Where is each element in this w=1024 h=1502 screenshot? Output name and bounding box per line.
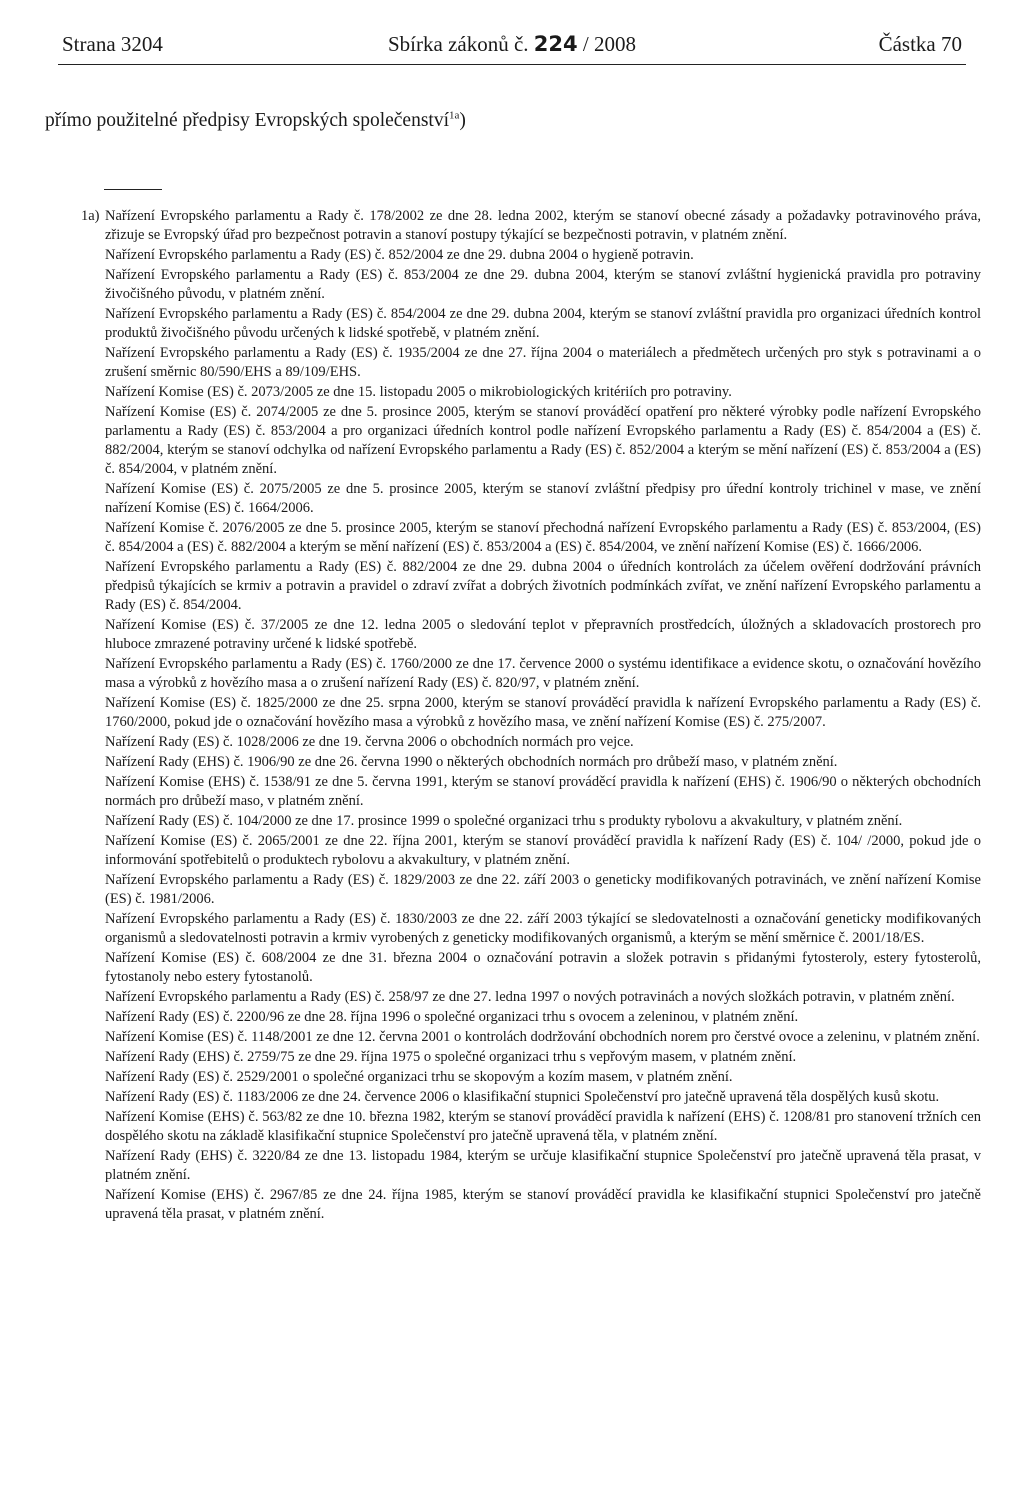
- footnote-entry: Nařízení Komise (ES) č. 2065/2001 ze dne 22. října 2001, kterým se stanoví prováděcí pravidla k nařízení Rady (ES) č. 104/ /2000, pokud jde o informování spotřebitelů o produktech rybolovu a akvakultury, v platném znění.: [105, 833, 981, 868]
- lead-text-body: přímo použitelné předpisy Evropských společenství: [45, 110, 449, 131]
- footnote-mark: 1a): [81, 208, 100, 224]
- footnote-entry: Nařízení Rady (ES) č. 1028/2006 ze dne 19. června 2006 o obchodních normách pro vejce.: [105, 734, 634, 750]
- page-header: [58, 30, 966, 65]
- footnote-1a: [81, 207, 981, 1225]
- footnote-entry: Nařízení Rady (ES) č. 2529/2001 o společné organizaci trhu se skopovým a kozím masem, v platném znění.: [105, 1069, 733, 1085]
- footnote-entry: Nařízení Evropského parlamentu a Rady (ES) č. 1829/2003 ze dne 22. září 2003 o geneticky modifikovaných potravinách, ve znění nařízení Komise (ES) č. 1981/2006.: [105, 872, 981, 907]
- footnote-entry: Nařízení Evropského parlamentu a Rady (ES) č. 882/2004 ze dne 29. dubna 2004 o úředních kontrolách za účelem ověření dodržování právních předpisů týkajících se krmiv a potravin a pravidel o zdraví zvířat a dobrých životních podmínkách zvířat, ve znění nařízení Evropského parlamentu a Rady (ES) č. 854/2004.: [105, 559, 981, 613]
- footnote-entry: Nařízení Evropského parlamentu a Rady č. 178/2002 ze dne 28. ledna 2002, kterým se stanoví obecné zásady a požadavky potravinového práva, zřizuje se Evropský úřad pro bezpečnost potravin a stanoví postupy týkající se bezpečnosti potravin, v platném znění.: [105, 208, 981, 243]
- footnote-entry: Nařízení Rady (ES) č. 104/2000 ze dne 17. prosince 1999 o společné organizaci trhu s produkty rybolovu a akvakultury, v platném znění.: [105, 813, 903, 829]
- footnote-entry: Nařízení Evropského parlamentu a Rady (ES) č. 854/2004 ze dne 29. dubna 2004, kterým se stanoví zvláštní pravidla pro organizaci úředních kontrol produktů živočišného původu určených k lidské spotřebě, v platném znění.: [105, 306, 981, 341]
- footnote-entry: Nařízení Rady (EHS) č. 2759/75 ze dne 29. října 1975 o společné organizaci trhu s vepřovým masem, v platném znění.: [105, 1049, 797, 1065]
- footnote-entry: Nařízení Evropského parlamentu a Rady (ES) č. 852/2004 ze dne 29. dubna 2004 o hygieně potravin.: [105, 247, 694, 263]
- footnote-entry: Nařízení Komise (EHS) č. 2967/85 ze dne 24. října 1985, kterým se stanoví prováděcí pravidla ke klasifikační stupnici Společenství pro jatečně upravená těla prasat, v platném znění.: [105, 1187, 981, 1222]
- footnote-entry: Nařízení Komise (ES) č. 2073/2005 ze dne 15. listopadu 2005 o mikrobiologických kritériích pro potraviny.: [105, 384, 732, 400]
- footnote-entry: Nařízení Komise (ES) č. 2074/2005 ze dne 5. prosince 2005, kterým se stanoví prováděcí opatření pro některé výrobky podle nařízení Evropského parlamentu a Rady (ES) č. 853/2004 a pro organizaci úředních kontrol podle nařízení Evropského parlamentu a Rady (ES) č. 854/2004 a (ES) č. 882/2004, kterým se stanoví odchylka od nařízení Evropského parlamentu a Rady (ES) č. 852/2004 a kterým se mění nařízení (ES) č. 853/2004 a (ES) č. 854/2004, v platném znění.: [105, 404, 981, 477]
- collection-prefix: Sbírka zákonů č.: [388, 32, 529, 56]
- footnote-entry: Nařízení Rady (ES) č. 1183/2006 ze dne 24. července 2006 o klasifikační stupnici Společenství pro jatečně upravená těla dospělých kusů skotu.: [105, 1089, 940, 1105]
- footnote-entry: Nařízení Komise (ES) č. 2075/2005 ze dne 5. prosince 2005, kterým se stanoví zvláštní předpisy pro úřední kontroly trichinel v mase, ve znění nařízení Komise (ES) č. 1664/2006.: [105, 481, 981, 516]
- footnote-entry: Nařízení Komise (ES) č. 608/2004 ze dne 31. března 2004 o označování potravin a složek potravin s přidanými fytosteroly, estery fytosterolů, fytostanoly nebo estery fytostanolů.: [105, 950, 981, 985]
- footnote-entry: Nařízení Komise (ES) č. 1825/2000 ze dne 25. srpna 2000, kterým se stanoví prováděcí pravidla k nařízení Evropského parlamentu a Rady (ES) č. 1760/2000, pokud jde o označování hovězího masa a výrobků z hovězího masa, ve znění nařízení Komise (ES) č. 275/2007.: [105, 695, 981, 730]
- footnote-entry: Nařízení Evropského parlamentu a Rady (ES) č. 1760/2000 ze dne 17. července 2000 o systému identifikace a evidence skotu, o označování hovězího masa a výrobků z hovězího masa a o zrušení nařízení Rady (ES) č. 820/97, v platném znění.: [105, 656, 981, 691]
- footnote-entry: Nařízení Evropského parlamentu a Rady (ES) č. 1830/2003 ze dne 22. září 2003 týkající se sledovatelnosti a označování geneticky modifikovaných organismů a sledovatelnosti potravin a krmiv vyrobených z geneticky modifikovaných organismů, a kterým se mění směrnice č. 2001/18/ES.: [105, 911, 981, 946]
- law-number: 224: [533, 32, 578, 56]
- footnote-entry: Nařízení Komise č. 2076/2005 ze dne 5. prosince 2005, kterým se stanoví přechodná nařízení Evropského parlamentu a Rady (ES) č. 853/2004, (ES) č. 854/2004 a (ES) č. 882/2004 a kterým se mění nařízení (ES) č. 853/2004 a (ES) č. 854/2004, ve znění nařízení Komise (ES) č. 1666/2006.: [105, 520, 981, 555]
- footnote-entry: Nařízení Komise (EHS) č. 1538/91 ze dne 5. června 1991, kterým se stanoví prováděcí pravidla k nařízení (EHS) č. 1906/90 o některých obchodních normách pro drůbeží maso, v platném znění.: [105, 774, 981, 809]
- law-year: / 2008: [582, 32, 636, 56]
- footnote-entry: Nařízení Evropského parlamentu a Rady (ES) č. 853/2004 ze dne 29. dubna 2004, kterým se stanoví zvláštní hygienická pravidla pro potraviny živočišného původu, v platném znění.: [105, 267, 981, 302]
- page-number: Strana 3204: [62, 32, 163, 56]
- footnote-reference: 1a: [449, 109, 460, 122]
- footnote-entries: [105, 207, 981, 1224]
- footnote-entry: Nařízení Rady (EHS) č. 3220/84 ze dne 13. listopadu 1984, kterým se určuje klasifikační stupnice Společenství pro jatečně upravená těla prasat, v platném znění.: [105, 1148, 981, 1183]
- footnote-entry: Nařízení Komise (ES) č. 1148/2001 ze dne 12. června 2001 o kontrolách dodržování obchodních norem pro čerstvé ovoce a zeleninu, v platném znění.: [105, 1029, 980, 1045]
- footnote-entry: Nařízení Evropského parlamentu a Rady (ES) č. 1935/2004 ze dne 27. října 2004 o materiálech a předmětech určených pro styk s potravinami a o zrušení směrnic 80/590/EHS a 89/109/EHS.: [105, 345, 981, 380]
- lead-closing-paren: ): [459, 110, 466, 131]
- footnote-entry: Nařízení Komise (EHS) č. 563/82 ze dne 10. března 1982, kterým se stanoví prováděcí pravidla k nařízení (EHS) č. 1208/81 pro stanovení tržních cen dospělého skotu na základě klasifikační stupnice Společenství pro jatečně upravená těla, v platném znění.: [105, 1109, 981, 1144]
- footnote-entry: Nařízení Komise (ES) č. 37/2005 ze dne 12. ledna 2005 o sledování teplot v přepravních prostředcích, úložných a skladovacích prostorech pro hluboce zmrazené potraviny určené k lidské spotřebě.: [105, 617, 981, 652]
- lead-text: [45, 110, 466, 132]
- footnote-separator: [104, 189, 162, 190]
- footnote-entry: Nařízení Evropského parlamentu a Rady (ES) č. 258/97 ze dne 27. ledna 1997 o nových potravinách a nových složkách potravin, v platném znění.: [105, 989, 955, 1005]
- footnote-entry: Nařízení Rady (ES) č. 2200/96 ze dne 28. října 1996 o společné organizaci trhu s ovocem a zeleninou, v platném znění.: [105, 1009, 799, 1025]
- collection-reference: [58, 32, 966, 57]
- footnote-entry: Nařízení Rady (EHS) č. 1906/90 ze dne 26. června 1990 o některých obchodních normách pro drůbeží maso, v platném znění.: [105, 754, 838, 770]
- part-number: Částka 70: [878, 32, 962, 56]
